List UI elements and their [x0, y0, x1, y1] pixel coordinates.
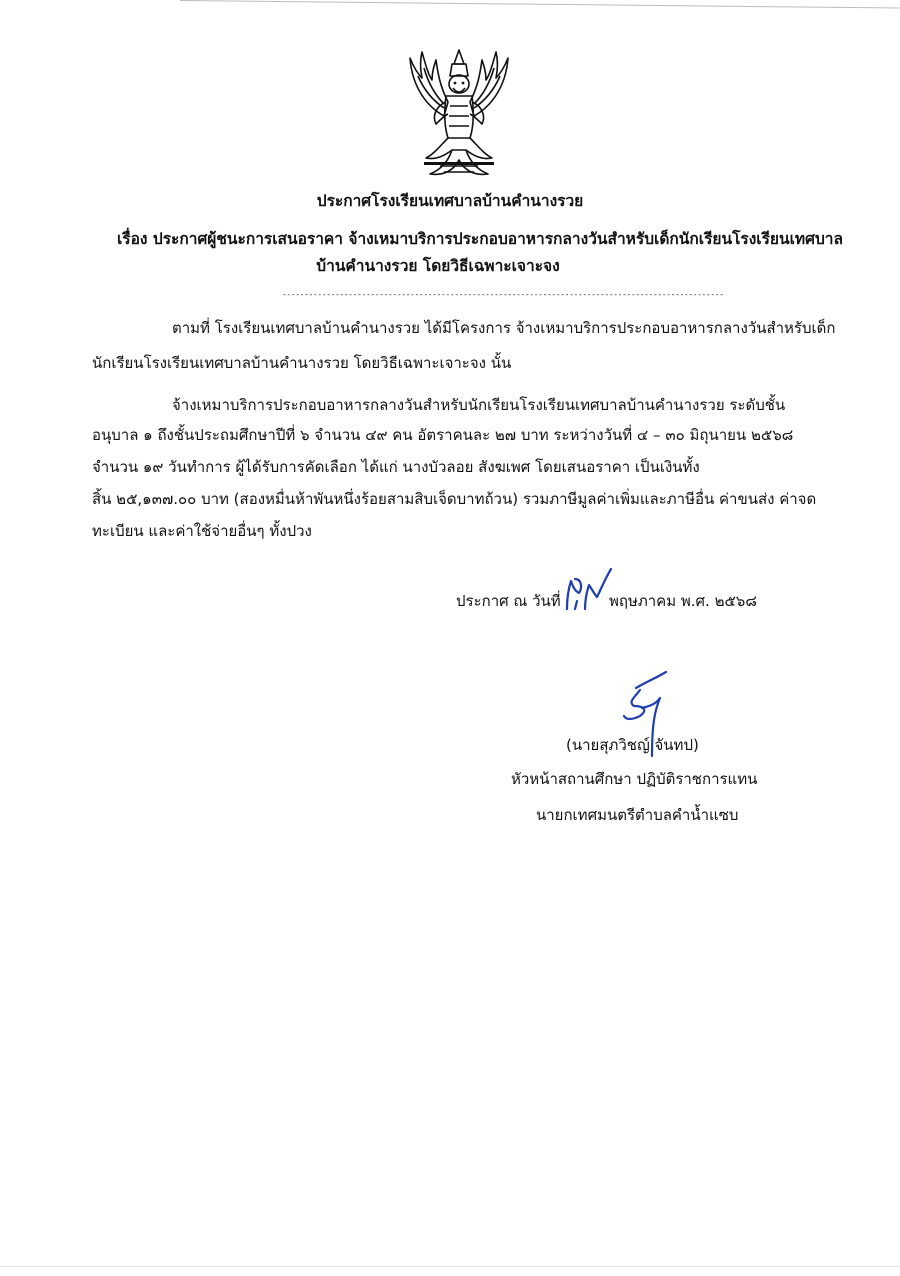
- body-paragraph-2-line-5: ทะเบียน และค่าใช้จ่ายอื่นๆ ทั้งปวง: [92, 522, 312, 540]
- garuda-emblem-icon: [404, 46, 514, 181]
- signatory-on-behalf-of: นายกเทศมนตรีตำบลคำน้ำแซบ: [536, 806, 739, 824]
- body-paragraph-1-line-2: นักเรียนโรงเรียนเทศบาลบ้านคำนางรวย โดยวิธีเฉพาะเจาะจง นั้น: [92, 354, 512, 372]
- body-paragraph-2-line-2: อนุบาล ๑ ถึงชั้นประถมศึกษาปีที่ ๖ จำนวน ๔๙ คน อัตราคนละ ๒๗ บาท ระหว่างวันที่ ๔ – ๓๐ มิถุนายน ๒๕๖๘: [92, 426, 794, 444]
- subject-line-2: บ้านคำนางรวย โดยวิธีเฉพาะเจาะจง: [316, 257, 560, 275]
- divider-line: ----------------------------------------------------------------------------------------------------: [282, 290, 724, 299]
- body-paragraph-2-line-3: จำนวน ๑๙ วันทำการ ผู้ได้รับการคัดเลือก ได้แก่ นางบัวลอย สังฆเพศ โดยเสนอราคา เป็นเงินทั้ง: [92, 458, 700, 476]
- announce-date-suffix: พฤษภาคม พ.ศ. ๒๕๖๘: [609, 592, 757, 610]
- body-paragraph-1-line-1: ตามที่ โรงเรียนเทศบาลบ้านคำนางรวย ได้มีโครงการ จ้างเหมาบริการประกอบอาหารกลางวันสำหรับเด็ก: [172, 319, 836, 337]
- subject-line-1: เรื่อง ประกาศผู้ชนะการเสนอราคา จ้างเหมาบริการประกอบอาหารกลางวันสำหรับเด็กนักเรียนโรงเรียนเทศบาล: [116, 230, 843, 248]
- signatory-position: หัวหน้าสถานศึกษา ปฏิบัติราชการแทน: [511, 770, 758, 788]
- announcement-title: ประกาศโรงเรียนเทศบาลบ้านคำนางรวย: [316, 192, 584, 210]
- scan-edge-top: [180, 0, 900, 9]
- body-paragraph-2-line-4: สิ้น ๒๕,๑๓๗.๐๐ บาท (สองหมื่นห้าพันหนึ่งร้อยสามสิบเจ็ดบาทถ้วน) รวมภาษีมูลค่าเพิ่มและภาษีอื่น ค่าขนส่ง ค่าจด: [92, 490, 817, 508]
- body-paragraph-2-line-1: จ้างเหมาบริการประกอบอาหารกลางวันสำหรับนักเรียนโรงเรียนเทศบาลบ้านคำนางรวย ระดับชั้น: [172, 396, 786, 414]
- scan-edge-bottom: [0, 1266, 900, 1267]
- handwritten-day-number: [563, 565, 615, 613]
- signatory-name: (นายสุภวิชญ์ จันทป): [566, 736, 699, 754]
- announce-date-prefix: ประกาศ ณ วันที่: [456, 592, 561, 610]
